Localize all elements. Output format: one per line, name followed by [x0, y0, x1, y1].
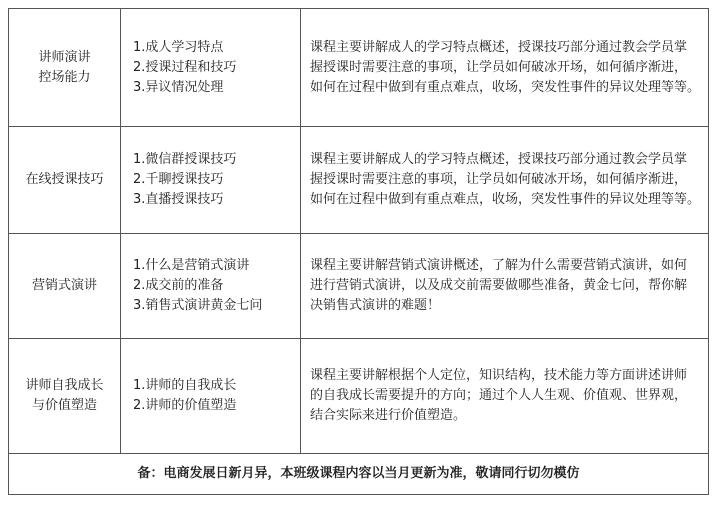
course-name-line: 在线授课技巧 [25, 172, 104, 187]
topic-item: 3.异议情况处理 [133, 79, 224, 95]
topic-list-cell [121, 339, 301, 454]
course-description-cell [301, 127, 709, 234]
description-line: 决销售式演讲的难题！ [310, 298, 441, 313]
topic-item: 2.讲师的价值塑造 [133, 398, 237, 413]
course-name-line: 与价值塑造 [31, 398, 97, 413]
description-line: 握授课时需要注意的事项，让学员如何破冰开场，如何循序渐进， [310, 172, 688, 187]
table-row [9, 9, 709, 127]
topic-item: 2.成交前的准备 [133, 278, 224, 293]
description-line: 课程主要讲解成人的学习特点概述，授课技巧部分通过教会学员掌 [310, 39, 688, 55]
table-row [9, 127, 709, 234]
footnote-text: 备：电商发展日新月异，本班级课程内容以当月更新为准，敬请同行切勿模仿 [9, 454, 709, 495]
table-row [9, 234, 709, 339]
topic-item: 1.讲师的自我成长 [133, 378, 237, 393]
description-line: 握授课时需要注意的事项，让学员如何破冰开场，如何循序渐进， [310, 59, 688, 75]
course-name-cell [9, 234, 121, 339]
course-name-line: 讲师自我成长 [25, 378, 104, 393]
topic-item: 1.什么是营销式演讲 [133, 258, 250, 273]
description-line: 的自我成长需要提升的方向；通过个人人生观、价值观、世界观， [310, 388, 688, 403]
table-row [9, 339, 709, 454]
course-table [8, 8, 709, 495]
course-name-line: 控场能力 [38, 69, 91, 85]
topic-item: 2.授课过程和技巧 [133, 59, 237, 75]
footnote-row [9, 454, 709, 495]
course-name-line: 讲师演讲 [38, 49, 91, 65]
course-name-cell [9, 9, 121, 127]
topic-list-cell [121, 9, 301, 127]
description-line: 课程主要讲解成人的学习特点概述，授课技巧部分通过教会学员掌 [310, 152, 688, 167]
topic-item: 1.成人学习特点 [133, 39, 224, 55]
topic-item: 3.销售式演讲黄金七问 [133, 298, 263, 313]
description-line: 课程主要讲解根据个人定位，知识结构，技术能力等方面讲述讲师 [310, 368, 688, 383]
description-line: 如何在过程中做到有重点难点，收场，突发性事件的异议处理等等。 [310, 192, 701, 207]
course-description-cell [301, 9, 709, 127]
course-name-cell [9, 127, 121, 234]
description-line: 如何在过程中做到有重点难点，收场，突发性事件的异议处理等等。 [310, 79, 701, 95]
course-name-line: 营销式演讲 [31, 278, 97, 293]
description-line: 结合实际来进行价值塑造。 [310, 408, 467, 423]
topic-list-cell [121, 127, 301, 234]
course-name-cell [9, 339, 121, 454]
topic-item: 2.千聊授课技巧 [133, 172, 224, 187]
description-line: 课程主要讲解营销式演讲概述，了解为什么需要营销式演讲，如何 [310, 258, 688, 273]
course-description-cell [301, 339, 709, 454]
description-line: 进行营销式演讲，以及成交前需要做哪些准备，黄金七问，帮你解 [310, 278, 688, 293]
topic-item: 3.直播授课技巧 [133, 192, 224, 207]
course-description-cell [301, 234, 709, 339]
topic-item: 1.微信群授课技巧 [133, 152, 237, 167]
topic-list-cell [121, 234, 301, 339]
